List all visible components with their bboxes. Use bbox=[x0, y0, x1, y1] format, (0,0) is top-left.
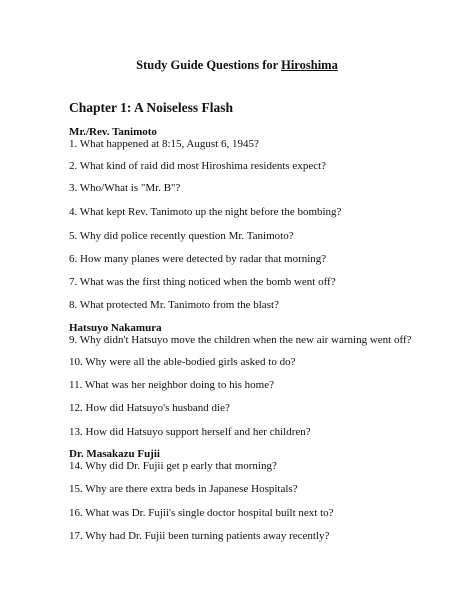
question-item: 11. What was her neighbor doing to his home? bbox=[69, 379, 274, 391]
question-item: 3. Who/What is "Mr. B"? bbox=[69, 182, 181, 194]
question-item: 6. How many planes were detected by radar that morning? bbox=[69, 253, 327, 265]
question-item: 4. What kept Rev. Tanimoto up the night before the bombing? bbox=[69, 206, 342, 218]
question-item: 15. Why are there extra beds in Japanese Hospitals? bbox=[69, 483, 298, 495]
question-item: 12. How did Hatsuyo's husband die? bbox=[69, 402, 230, 414]
question-item: 1. What happened at 8:15, August 6, 1945? bbox=[69, 138, 259, 150]
section-heading-nakamura: Hatsuyo Nakamura bbox=[69, 322, 162, 334]
question-item: 13. How did Hatsuyo support herself and her children? bbox=[69, 426, 311, 438]
question-item: 10. Why were all the able-bodied girls asked to do? bbox=[69, 356, 296, 368]
question-item: 14. Why did Dr. Fujii get p early that morning? bbox=[69, 460, 277, 472]
question-item: 17. Why had Dr. Fujii been turning patients away recently? bbox=[69, 530, 330, 542]
question-item: 5. Why did police recently question Mr. Tanimoto? bbox=[69, 230, 294, 242]
title-prefix: Study Guide Questions for bbox=[136, 58, 282, 72]
question-item: 8. What protected Mr. Tanimoto from the blast? bbox=[69, 299, 279, 311]
question-item: 7. What was the first thing noticed when the bomb went off? bbox=[69, 276, 336, 288]
chapter-heading: Chapter 1: A Noiseless Flash bbox=[69, 100, 234, 115]
document-title bbox=[0, 58, 474, 73]
question-item: 16. What was Dr. Fujii's single doctor hospital built next to? bbox=[69, 507, 334, 519]
title-book-name: Hiroshima bbox=[281, 58, 338, 72]
section-heading-fujii: Dr. Masakazu Fujii bbox=[69, 448, 160, 460]
section-heading-tanimoto: Mr./Rev. Tanimoto bbox=[69, 126, 157, 138]
question-item: 9. Why didn't Hatsuyo move the children when the new air warning went off? bbox=[69, 334, 412, 346]
question-item: 2. What kind of raid did most Hiroshima residents expect? bbox=[69, 160, 327, 172]
